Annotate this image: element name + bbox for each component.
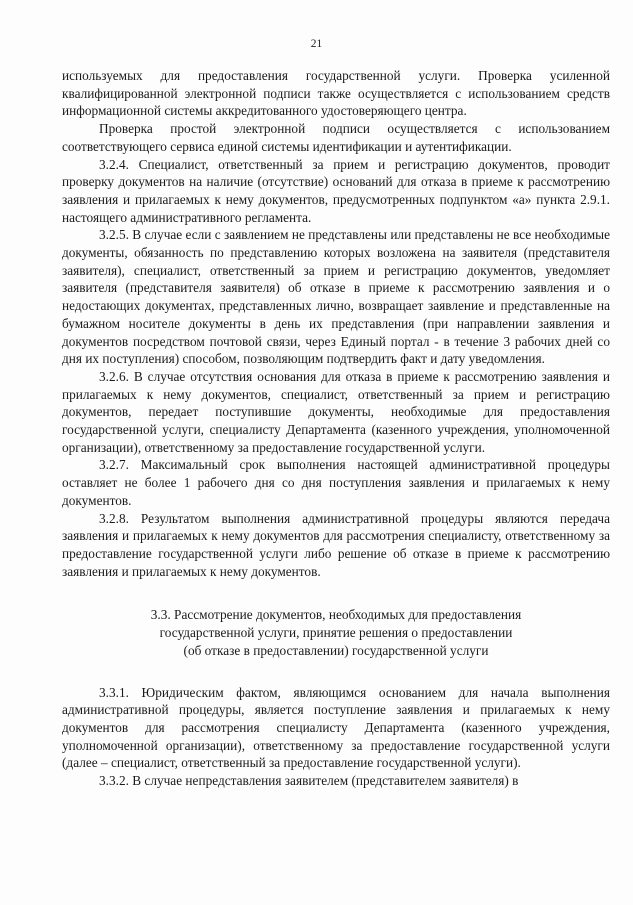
- paragraph-3-2-7: 3.2.7. Максимальный срок выполнения настоящей административной процедуры оставляет не более 1 рабочего дня со дня поступления заявления и прилагаемых к нему документов.: [62, 457, 610, 508]
- section-heading-line: государственной услуги, принятие решения о предоставлении: [159, 625, 513, 641]
- document-body: [62, 67, 610, 790]
- paragraph-3-3-2: 3.3.2. В случае непредставления заявителем (представителем заявителя) в: [99, 773, 519, 789]
- paragraph-3-2-6: 3.2.6. В случае отсутствия основания для отказа в приеме к рассмотрению заявления и прилагаемых к нему документов, специалист, ответственный за прием и регистрацию документов, передает поступившие документы, необходимые для предоставления государственной услуги, специалисту Департамента (казенного учреждения, уполномоченной организации), ответственному за предоставление государственной услуги.: [62, 368, 610, 455]
- paragraph: Проверка простой электронной подписи осуществляется с использованием соответствующего сервиса единой системы идентификации и аутентификации.: [62, 121, 610, 154]
- paragraph-3-2-8: 3.2.8. Результатом выполнения административной процедуры являются передача заявления и прилагаемых к нему документов для рассмотрения специалисту, ответственному за предоставление государственной услуги либо решение об отказе в приеме к рассмотрению заявления и прилагаемых к нему документов.: [62, 510, 610, 579]
- section-heading-line: 3.3. Рассмотрение документов, необходимых для предоставления: [150, 607, 522, 623]
- page-number: 21: [310, 38, 323, 50]
- paragraph-3-2-5: 3.2.5. В случае если с заявлением не представлены или представлены не все необходимые документы, обязанность по представлению которых возложена на заявителя (представителя заявителя), специалист, ответственный за прием и регистрацию документов, уведомляет заявителя (представителя заявителя) об отказе в приеме к рассмотрению заявления и о недостающих документах, представленных лично, возвращает заявление и представленные на бумажном носителе документы в день их представления (при направлении заявления и документов посредством почтовой связи, через Единый портал - в течение 3 рабочих дней со дня их поступления) способом, позволяющим подтвердить факт и дату уведомления.: [62, 227, 610, 367]
- section-heading-3-3: [62, 606, 610, 659]
- section-heading-line: (об отказе в предоставлении) государственной услуги: [183, 642, 489, 658]
- paragraph-3-3-1: 3.3.1. Юридическим фактом, являющимся основанием для начала выполнения административной процедуры, является поступление заявления и прилагаемых к нему документов для рассмотрения специалисту Департамента (казенного учреждения, уполномоченной организации), ответственному за предоставление государственной услуги (далее – специалист, ответственный за предоставление государственной услуги).: [62, 684, 610, 771]
- paragraph-3-2-4: 3.2.4. Специалист, ответственный за прием и регистрацию документов, проводит проверку документов на наличие (отсутствие) оснований для отказа в приеме к рассмотрению заявления и прилагаемых к нему документов, предусмотренных подпунктом «а» пункта 2.9.1. настоящего административного регламента.: [62, 156, 610, 225]
- paragraph: используемых для предоставления государственной услуги. Проверка усиленной квалифицированной электронной подписи также осуществляется с использованием средств информационной системы аккредитованного удостоверяющего центра.: [62, 68, 610, 119]
